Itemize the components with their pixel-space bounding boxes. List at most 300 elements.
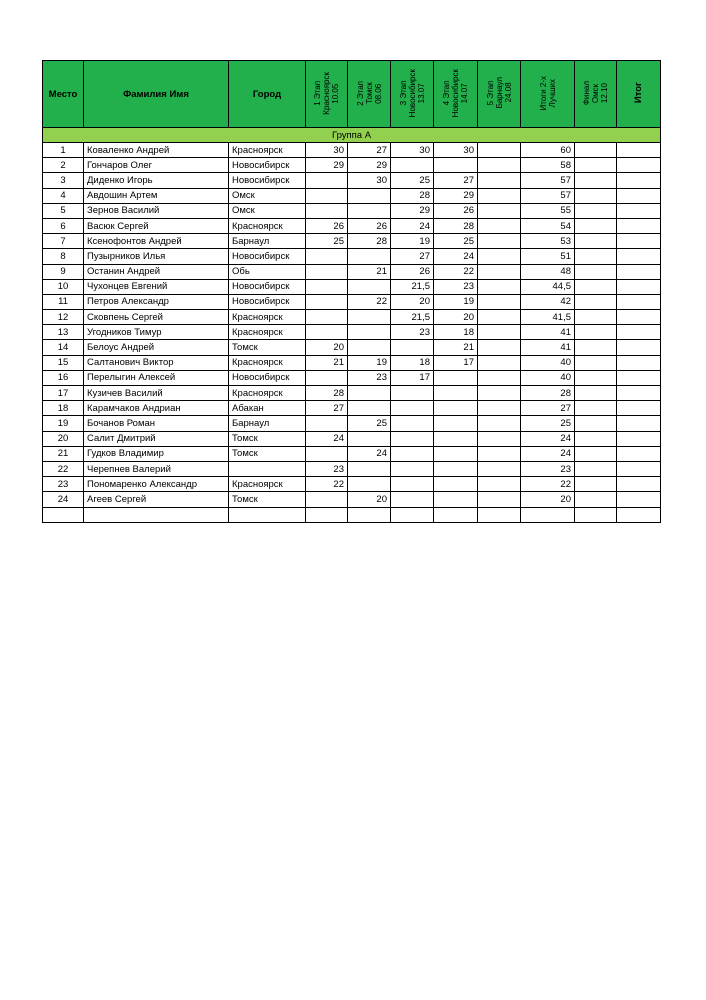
cell-city: Красноярск bbox=[229, 355, 306, 370]
cell-s4 bbox=[434, 386, 478, 401]
cell-place: 4 bbox=[43, 188, 84, 203]
cell-best: 48 bbox=[521, 264, 575, 279]
cell-total bbox=[617, 446, 661, 461]
cell-place: 24 bbox=[43, 492, 84, 507]
cell-s2 bbox=[348, 203, 391, 218]
cell-city: Томск bbox=[229, 492, 306, 507]
cell-name: Угодников Тимур bbox=[84, 325, 229, 340]
cell-s5 bbox=[478, 477, 521, 492]
cell-s4: 18 bbox=[434, 325, 478, 340]
cell-s2: 25 bbox=[348, 416, 391, 431]
cell-s1: 21 bbox=[306, 355, 348, 370]
table-row bbox=[43, 173, 661, 188]
table-row bbox=[43, 431, 661, 446]
cell-s3: 18 bbox=[391, 355, 434, 370]
cell-s2 bbox=[348, 188, 391, 203]
cell-s1: 20 bbox=[306, 340, 348, 355]
table-row bbox=[43, 446, 661, 461]
header-stage3-label: 3 Этап Новосибирск 13.07 bbox=[398, 68, 426, 118]
cell-total bbox=[617, 370, 661, 385]
cell-final bbox=[575, 143, 617, 158]
cell-s2: 21 bbox=[348, 264, 391, 279]
table-row bbox=[43, 461, 661, 476]
cell-best: 53 bbox=[521, 234, 575, 249]
cell-total bbox=[617, 203, 661, 218]
cell-place: 20 bbox=[43, 431, 84, 446]
cell-best: 27 bbox=[521, 401, 575, 416]
cell-place: 1 bbox=[43, 143, 84, 158]
cell-s5 bbox=[478, 431, 521, 446]
cell-s4: 23 bbox=[434, 279, 478, 294]
cell-total bbox=[617, 461, 661, 476]
cell-name: Пузырников Илья bbox=[84, 249, 229, 264]
cell-name: Останин Андрей bbox=[84, 264, 229, 279]
cell-s5 bbox=[478, 279, 521, 294]
header-stage1-label: 1 Этап Красноярск 10.05 bbox=[313, 71, 340, 115]
table-row bbox=[43, 279, 661, 294]
cell-total bbox=[617, 477, 661, 492]
cell-best: 41,5 bbox=[521, 310, 575, 325]
table-row bbox=[43, 310, 661, 325]
cell-best: 24 bbox=[521, 431, 575, 446]
cell-name: Диденко Игорь bbox=[84, 173, 229, 188]
cell-final bbox=[575, 188, 617, 203]
cell-city: Томск bbox=[229, 340, 306, 355]
cell-total bbox=[617, 158, 661, 173]
cell-s3: 20 bbox=[391, 294, 434, 309]
cell-city: Томск bbox=[229, 446, 306, 461]
cell-final bbox=[575, 218, 617, 233]
cell-place: 3 bbox=[43, 173, 84, 188]
cell-s2 bbox=[348, 279, 391, 294]
cell-total bbox=[617, 234, 661, 249]
cell-final bbox=[575, 325, 617, 340]
cell-best: 40 bbox=[521, 370, 575, 385]
cell-s1 bbox=[306, 264, 348, 279]
table-row bbox=[43, 249, 661, 264]
cell-s3 bbox=[391, 431, 434, 446]
cell-name: Зернов Василий bbox=[84, 203, 229, 218]
cell-place: 12 bbox=[43, 310, 84, 325]
cell-name: Карамчаков Андриан bbox=[84, 401, 229, 416]
header-name: Фамилия Имя bbox=[84, 61, 229, 128]
cell-s3: 23 bbox=[391, 325, 434, 340]
cell-s2: 26 bbox=[348, 218, 391, 233]
cell-s1 bbox=[306, 416, 348, 431]
cell-s3: 26 bbox=[391, 264, 434, 279]
cell-name: Ксенофонтов Андрей bbox=[84, 234, 229, 249]
cell-s2 bbox=[348, 461, 391, 476]
cell-s5 bbox=[478, 294, 521, 309]
cell-s3 bbox=[391, 477, 434, 492]
cell-s1: 28 bbox=[306, 386, 348, 401]
cell-city: Омск bbox=[229, 188, 306, 203]
cell-s2 bbox=[348, 310, 391, 325]
table-row bbox=[43, 340, 661, 355]
cell-final bbox=[575, 492, 617, 507]
table-row bbox=[43, 325, 661, 340]
cell-s1 bbox=[306, 492, 348, 507]
cell-best: 57 bbox=[521, 173, 575, 188]
cell-city: Барнаул bbox=[229, 234, 306, 249]
cell-total bbox=[617, 279, 661, 294]
cell-total bbox=[617, 507, 661, 522]
cell-name: Гудков Владимир bbox=[84, 446, 229, 461]
cell-s3: 21,5 bbox=[391, 310, 434, 325]
cell-final bbox=[575, 340, 617, 355]
cell-s5 bbox=[478, 310, 521, 325]
cell-total bbox=[617, 310, 661, 325]
cell-s2: 27 bbox=[348, 143, 391, 158]
cell-best: 55 bbox=[521, 203, 575, 218]
header-stage4 bbox=[434, 61, 478, 128]
cell-s3 bbox=[391, 401, 434, 416]
cell-best: 54 bbox=[521, 218, 575, 233]
cell-s3: 29 bbox=[391, 203, 434, 218]
cell-final bbox=[575, 294, 617, 309]
cell-total bbox=[617, 218, 661, 233]
cell-s5 bbox=[478, 446, 521, 461]
cell-city: Томск bbox=[229, 431, 306, 446]
header-total bbox=[617, 61, 661, 128]
cell-s5 bbox=[478, 173, 521, 188]
header-stage2-label: 2 Этап Томск 08.06 bbox=[355, 80, 383, 106]
cell-place bbox=[43, 507, 84, 522]
cell-s4 bbox=[434, 477, 478, 492]
cell-name: Чухонцев Евгений bbox=[84, 279, 229, 294]
cell-s1: 25 bbox=[306, 234, 348, 249]
cell-city: Красноярск bbox=[229, 310, 306, 325]
cell-s4 bbox=[434, 416, 478, 431]
cell-best: 42 bbox=[521, 294, 575, 309]
cell-s1 bbox=[306, 370, 348, 385]
cell-name: Кузичев Василий bbox=[84, 386, 229, 401]
cell-name: Бочанов Роман bbox=[84, 416, 229, 431]
table-row bbox=[43, 386, 661, 401]
cell-s1: 24 bbox=[306, 431, 348, 446]
cell-final bbox=[575, 264, 617, 279]
cell-name: Салтанович Виктор bbox=[84, 355, 229, 370]
cell-place: 5 bbox=[43, 203, 84, 218]
cell-s4: 28 bbox=[434, 218, 478, 233]
cell-s5 bbox=[478, 188, 521, 203]
table-row bbox=[43, 143, 661, 158]
cell-best: 40 bbox=[521, 355, 575, 370]
cell-s2: 24 bbox=[348, 446, 391, 461]
header-stage5 bbox=[478, 61, 521, 128]
cell-s4: 20 bbox=[434, 310, 478, 325]
cell-total bbox=[617, 143, 661, 158]
cell-s3: 28 bbox=[391, 188, 434, 203]
cell-s4: 21 bbox=[434, 340, 478, 355]
cell-s1 bbox=[306, 188, 348, 203]
cell-final bbox=[575, 416, 617, 431]
cell-place: 13 bbox=[43, 325, 84, 340]
cell-best: 22 bbox=[521, 477, 575, 492]
cell-best bbox=[521, 507, 575, 522]
header-best2 bbox=[521, 61, 575, 128]
table-row bbox=[43, 401, 661, 416]
cell-city: Новосибирск bbox=[229, 370, 306, 385]
cell-s5 bbox=[478, 234, 521, 249]
cell-s5 bbox=[478, 218, 521, 233]
cell-city: Новосибирск bbox=[229, 294, 306, 309]
cell-s3 bbox=[391, 340, 434, 355]
cell-s1: 27 bbox=[306, 401, 348, 416]
cell-name: Перелыгин Алексей bbox=[84, 370, 229, 385]
header-stage1 bbox=[306, 61, 348, 128]
cell-city bbox=[229, 507, 306, 522]
cell-final bbox=[575, 461, 617, 476]
cell-final bbox=[575, 386, 617, 401]
cell-place: 18 bbox=[43, 401, 84, 416]
cell-s1 bbox=[306, 310, 348, 325]
cell-s4 bbox=[434, 492, 478, 507]
table-row bbox=[43, 492, 661, 507]
cell-city: Обь bbox=[229, 264, 306, 279]
header-place: Место bbox=[43, 61, 84, 128]
cell-s2: 30 bbox=[348, 173, 391, 188]
cell-best: 20 bbox=[521, 492, 575, 507]
cell-s5 bbox=[478, 355, 521, 370]
cell-s4: 29 bbox=[434, 188, 478, 203]
table-row bbox=[43, 203, 661, 218]
cell-total bbox=[617, 401, 661, 416]
group-label: Группа А bbox=[43, 128, 661, 143]
cell-s3 bbox=[391, 386, 434, 401]
cell-s1 bbox=[306, 173, 348, 188]
table-row bbox=[43, 264, 661, 279]
cell-best: 41 bbox=[521, 340, 575, 355]
cell-city: Красноярск bbox=[229, 325, 306, 340]
cell-s5 bbox=[478, 158, 521, 173]
cell-s3: 21,5 bbox=[391, 279, 434, 294]
cell-place: 9 bbox=[43, 264, 84, 279]
cell-s2: 22 bbox=[348, 294, 391, 309]
results-table bbox=[42, 60, 661, 523]
cell-final bbox=[575, 446, 617, 461]
header-stage3 bbox=[391, 61, 434, 128]
table-row bbox=[43, 355, 661, 370]
cell-s2 bbox=[348, 340, 391, 355]
cell-best: 51 bbox=[521, 249, 575, 264]
cell-final bbox=[575, 477, 617, 492]
cell-best: 41 bbox=[521, 325, 575, 340]
cell-final bbox=[575, 249, 617, 264]
cell-city bbox=[229, 461, 306, 476]
header-row bbox=[43, 61, 661, 128]
cell-s3: 19 bbox=[391, 234, 434, 249]
cell-city: Абакан bbox=[229, 401, 306, 416]
cell-s1 bbox=[306, 446, 348, 461]
cell-place: 10 bbox=[43, 279, 84, 294]
cell-place: 6 bbox=[43, 218, 84, 233]
cell-s1: 29 bbox=[306, 158, 348, 173]
cell-s4: 17 bbox=[434, 355, 478, 370]
cell-final bbox=[575, 203, 617, 218]
cell-final bbox=[575, 234, 617, 249]
cell-s5 bbox=[478, 249, 521, 264]
cell-city: Новосибирск bbox=[229, 249, 306, 264]
cell-total bbox=[617, 340, 661, 355]
cell-total bbox=[617, 386, 661, 401]
cell-total bbox=[617, 264, 661, 279]
cell-final bbox=[575, 173, 617, 188]
cell-total bbox=[617, 355, 661, 370]
header-final-label: Финал Омск 12.10 bbox=[582, 80, 609, 106]
header-stage5-label: 5 Этап Барнаул 24.08 bbox=[485, 77, 513, 109]
table-row bbox=[43, 416, 661, 431]
cell-s3 bbox=[391, 416, 434, 431]
table-row bbox=[43, 218, 661, 233]
cell-s3: 27 bbox=[391, 249, 434, 264]
cell-s1: 23 bbox=[306, 461, 348, 476]
cell-s5 bbox=[478, 416, 521, 431]
cell-s4 bbox=[434, 401, 478, 416]
cell-s4: 25 bbox=[434, 234, 478, 249]
cell-name bbox=[84, 507, 229, 522]
cell-total bbox=[617, 173, 661, 188]
cell-s1 bbox=[306, 249, 348, 264]
table-row bbox=[43, 370, 661, 385]
table-row bbox=[43, 507, 661, 522]
cell-city: Красноярск bbox=[229, 218, 306, 233]
cell-place: 21 bbox=[43, 446, 84, 461]
cell-s4 bbox=[434, 461, 478, 476]
cell-s4: 26 bbox=[434, 203, 478, 218]
header-city: Город bbox=[229, 61, 306, 128]
cell-s4: 27 bbox=[434, 173, 478, 188]
cell-s2: 19 bbox=[348, 355, 391, 370]
cell-place: 8 bbox=[43, 249, 84, 264]
cell-name: Коваленко Андрей bbox=[84, 143, 229, 158]
cell-s1 bbox=[306, 507, 348, 522]
cell-name: Петров Александр bbox=[84, 294, 229, 309]
cell-s5 bbox=[478, 401, 521, 416]
cell-place: 14 bbox=[43, 340, 84, 355]
cell-name: Салит Дмитрий bbox=[84, 431, 229, 446]
cell-s5 bbox=[478, 461, 521, 476]
cell-s4 bbox=[434, 446, 478, 461]
cell-s2 bbox=[348, 431, 391, 446]
cell-s2: 28 bbox=[348, 234, 391, 249]
cell-s2 bbox=[348, 477, 391, 492]
table-row bbox=[43, 158, 661, 173]
cell-s3 bbox=[391, 158, 434, 173]
cell-s5 bbox=[478, 264, 521, 279]
cell-s1 bbox=[306, 294, 348, 309]
cell-s5 bbox=[478, 507, 521, 522]
cell-place: 23 bbox=[43, 477, 84, 492]
table-row bbox=[43, 294, 661, 309]
cell-best: 44,5 bbox=[521, 279, 575, 294]
cell-s4 bbox=[434, 370, 478, 385]
cell-city: Новосибирск bbox=[229, 279, 306, 294]
table-row bbox=[43, 188, 661, 203]
cell-s1: 30 bbox=[306, 143, 348, 158]
cell-s3 bbox=[391, 492, 434, 507]
group-row bbox=[43, 128, 661, 143]
cell-s3 bbox=[391, 461, 434, 476]
cell-s2 bbox=[348, 507, 391, 522]
cell-total bbox=[617, 431, 661, 446]
cell-place: 2 bbox=[43, 158, 84, 173]
cell-s3: 25 bbox=[391, 173, 434, 188]
cell-name: Агеев Сергей bbox=[84, 492, 229, 507]
cell-s5 bbox=[478, 325, 521, 340]
cell-s4: 24 bbox=[434, 249, 478, 264]
cell-final bbox=[575, 370, 617, 385]
cell-s3: 30 bbox=[391, 143, 434, 158]
cell-s3 bbox=[391, 446, 434, 461]
cell-name: Пономаренко Александр bbox=[84, 477, 229, 492]
cell-final bbox=[575, 431, 617, 446]
cell-city: Омск bbox=[229, 203, 306, 218]
cell-final bbox=[575, 279, 617, 294]
cell-s1 bbox=[306, 325, 348, 340]
cell-s4 bbox=[434, 431, 478, 446]
cell-s4: 19 bbox=[434, 294, 478, 309]
cell-final bbox=[575, 158, 617, 173]
cell-place: 15 bbox=[43, 355, 84, 370]
cell-total bbox=[617, 294, 661, 309]
cell-final bbox=[575, 355, 617, 370]
cell-best: 58 bbox=[521, 158, 575, 173]
cell-s2: 29 bbox=[348, 158, 391, 173]
cell-s5 bbox=[478, 370, 521, 385]
table-row bbox=[43, 234, 661, 249]
cell-s2 bbox=[348, 386, 391, 401]
cell-best: 28 bbox=[521, 386, 575, 401]
cell-city: Красноярск bbox=[229, 386, 306, 401]
table-row bbox=[43, 477, 661, 492]
cell-best: 60 bbox=[521, 143, 575, 158]
cell-best: 25 bbox=[521, 416, 575, 431]
cell-place: 17 bbox=[43, 386, 84, 401]
cell-s1: 26 bbox=[306, 218, 348, 233]
cell-s5 bbox=[478, 492, 521, 507]
cell-name: Черепнев Валерий bbox=[84, 461, 229, 476]
cell-s3: 24 bbox=[391, 218, 434, 233]
header-final bbox=[575, 61, 617, 128]
header-stage4-label: 4 Этап Новосибирск 14.07 bbox=[442, 68, 469, 118]
cell-final bbox=[575, 310, 617, 325]
cell-name: Гончаров Олег bbox=[84, 158, 229, 173]
cell-best: 23 bbox=[521, 461, 575, 476]
header-stage2 bbox=[348, 61, 391, 128]
cell-final bbox=[575, 401, 617, 416]
cell-s2: 20 bbox=[348, 492, 391, 507]
cell-s3 bbox=[391, 507, 434, 522]
cell-city: Новосибирск bbox=[229, 158, 306, 173]
cell-total bbox=[617, 188, 661, 203]
cell-s4 bbox=[434, 158, 478, 173]
cell-place: 11 bbox=[43, 294, 84, 309]
cell-place: 22 bbox=[43, 461, 84, 476]
cell-city: Новосибирск bbox=[229, 173, 306, 188]
cell-s1 bbox=[306, 279, 348, 294]
cell-s4 bbox=[434, 507, 478, 522]
cell-s1: 22 bbox=[306, 477, 348, 492]
header-total-label: Итог bbox=[633, 82, 644, 104]
cell-s1 bbox=[306, 203, 348, 218]
cell-place: 16 bbox=[43, 370, 84, 385]
cell-city: Красноярск bbox=[229, 477, 306, 492]
cell-place: 7 bbox=[43, 234, 84, 249]
cell-s2 bbox=[348, 249, 391, 264]
cell-best: 57 bbox=[521, 188, 575, 203]
cell-total bbox=[617, 249, 661, 264]
